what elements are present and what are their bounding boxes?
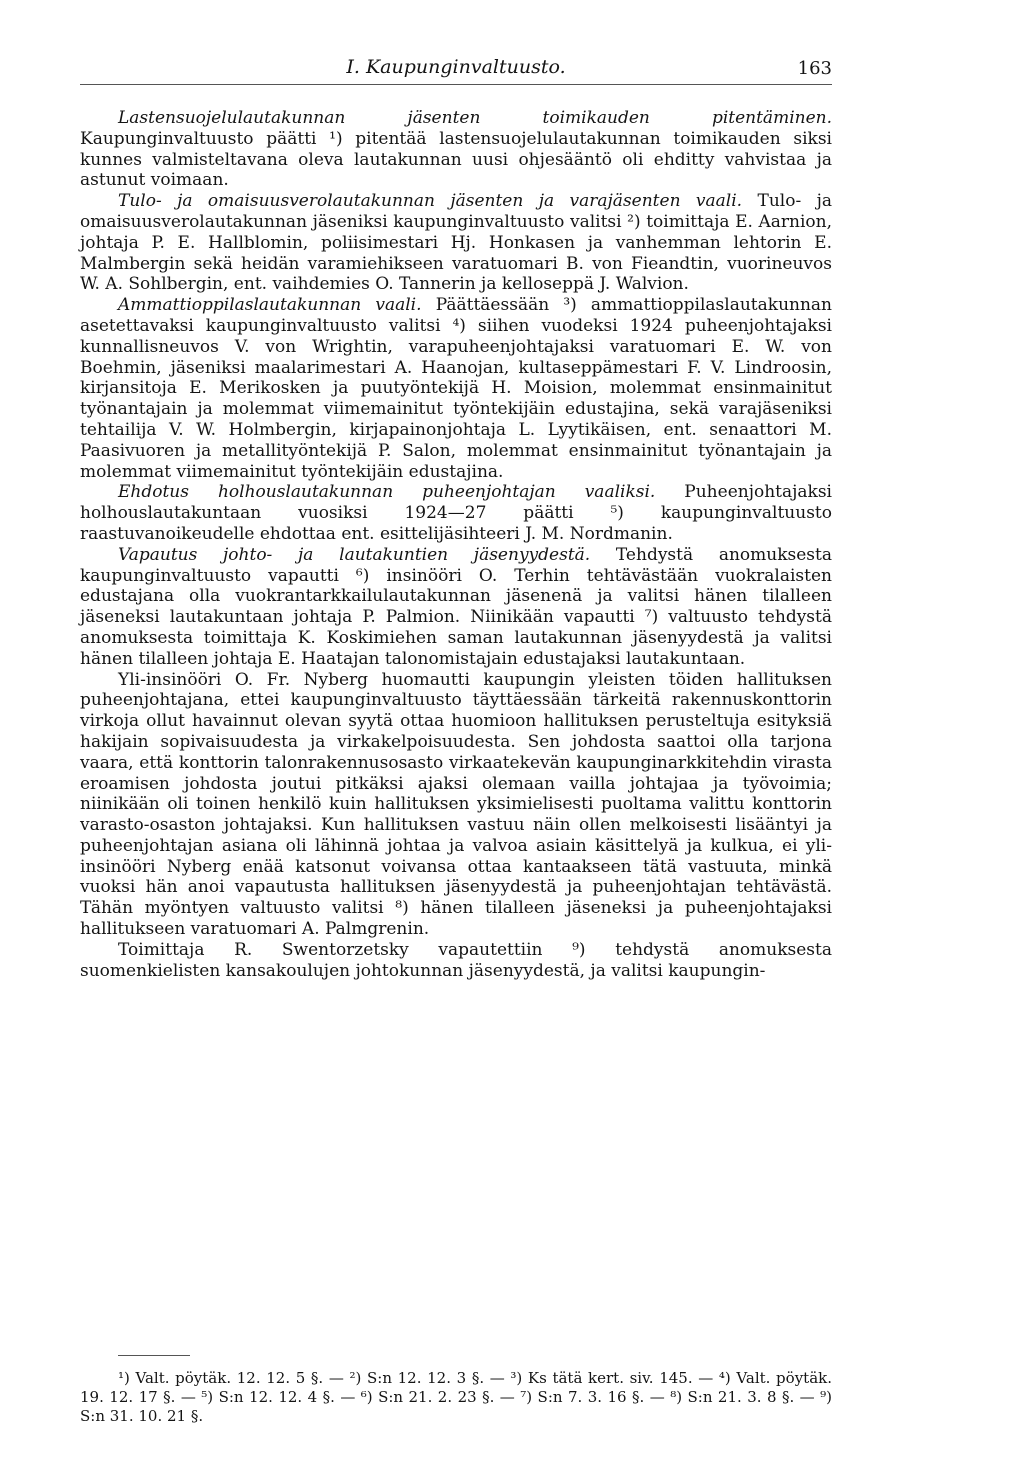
section-heading: Tulo- ja omaisuusverolautakunnan jäsenten ja varajäsenten vaali.	[118, 191, 743, 212]
paragraph-text: Kaupunginvaltuusto päätti ¹) pitentää lastensuojelulautakunnan toimikauden siksi kunnes valmisteltavana oleva lautakunnan uusi ohjesääntö oli ehditty vahvistaa ja astunut voimaan.	[80, 128, 832, 191]
paragraph-guardianship-board-proposal	[80, 482, 832, 544]
section-heading: Ammattioppilaslautakunnan vaali.	[118, 295, 422, 316]
paragraph-text: Tehdystä anomuksesta kaupunginvaltuusto vapautti ⁶) insinööri O. Terhin tehtävästään vuokralaisten edustajana olla vuokrantarkkailulautakunnan jäsenenä ja valitsi hänen tilalleen jäseneksi lautakuntaan johtaja P. Palmion. Niinikään vapautti ⁷) valtuusto tehdystä anomuksesta toimittaja K. Koskimiehen saman lautakunnan jäsenyydestä ja valitsi hänen tilalleen johtaja E. Haatajan talonomistajain edustajaksi lautakuntaan.	[80, 544, 832, 669]
paragraph-text: Päättäessään ³) ammattioppilaslautakunnan asetettavaksi kaupunginvaltuusto valitsi ⁴) siihen vuodeksi 1924 puheenjohtajaksi kunnallisneuvos V. von Wrightin, varapuheenjohtajaksi varatuomari E. W. von Boehmin, jäseniksi maalarimestari A. Haanojan, kultaseppämestari F. V. Lindroosin, kirjansitoja E. Merikosken ja puutyöntekijä H. Moision, molemmat ensinmainitut työnantajain ja molemmat viimemainitut työntekijäin edustajina, sekä varajäseniksi tehtailija V. W. Holmbergin, kirjapainonjohtaja L. Lyytikäisen, ent. senaattori M. Paasivuoren ja metallityöntekijä P. Salon, molemmat ensinmainitut työnantajain ja molemmat viimemainitut työntekijäin edustajina.	[80, 295, 832, 482]
paragraph-text: Tulo- ja omaisuusverolautakunnan jäseniksi kaupunginvaltuusto valitsi ²) toimittaja E. Aarnion, johtaja P. E. Hallblomin, poliisimestari Hj. Honkasen ja vanhemman lehtorin E. Malmbergin sekä heidän varamiehikseen varatuomari B. von Fieandtin, vuorineuvos W. A. Sohlbergin, ent. vaihdemies O. Tannerin ja kelloseppä J. Walvion.	[80, 191, 832, 295]
section-heading: Lastensuojelulautakunnan jäsenten toimikauden pitentäminen.	[118, 108, 832, 128]
paragraph-swentorzetsky-release	[80, 940, 832, 982]
running-title: I. Kaupunginvaltuusto.	[346, 56, 566, 78]
paragraph-apprentice-board-election	[80, 295, 832, 482]
paragraph-release-from-boards	[80, 545, 832, 670]
footnote-text: ¹) Valt. pöytäk. 12. 12. 5 §. — ²) S:n 12. 12. 3 §. — ³) Ks tätä kert. siv. 145. — ⁴) Valt. pöytäk. 19. 12. 17 §. — ⁵) S:n 12. 12. 4 §. — ⁶) S:n 21. 2. 23 §. — ⁷) S:n 7. 3. 16 §. — ⁸) S:n 21. 3. 8 §. — ⁹) S:n 31. 10. 21 §.	[80, 1369, 832, 1425]
paragraph-child-welfare-board	[80, 108, 832, 191]
header-rule	[80, 84, 832, 85]
section-heading: Vapautus johto- ja lautakuntien jäsenyydestä.	[118, 544, 591, 565]
page-number: 163	[797, 58, 832, 79]
paragraph-text: Yli-insinööri O. Fr. Nyberg huomautti kaupungin yleisten töiden hallituksen puheenjohtajana, ettei kaupunginvaltuusto täyttäessään tärkeitä rakennuskonttorin virkoja ollut havainnut olevan syytä ottaa huomioon hallituksen perusteltuja esityksiä hakijain sopivaisuudesta ja virkakelpoisuudesta. Sen johdosta saattoi olla tarjona vaara, että konttorin talonrakennusosasto virkaatekevän kaupunginarkkitehdin virasta eroamisen johdosta joutui pitkäksi ajaksi olemaan vailla johtajaa ja työvoimia; niinikään oli toinen henkilö kuin hallituksen yksimielisesti puoltama valittu konttorin varasto-osaston johtajaksi. Kun hallituksen vastuu näin ollen melkoisesti lisääntyi ja puheenjohtajan asiana oli lähinnä johtaa ja valvoa asiain käsittelyä ja kulkua, ei yli-insinööri Nyberg enää katsonut voivansa ottaa kantaakseen tätä vastuuta, minkä vuoksi hän anoi vapautusta hallituksen jäsenyydestä ja puheenjohtajan tehtävästä. Tähän myöntyen valtuusto valitsi ⁸) hänen tilalleen jäseneksi ja puheenjohtajaksi hallitukseen varatuomari A. Palmgrenin.	[80, 669, 832, 940]
section-heading: Ehdotus holhouslautakunnan puheenjohtajan vaaliksi.	[118, 482, 656, 503]
footnote-rule	[118, 1355, 190, 1356]
footnotes	[80, 1369, 832, 1426]
paragraph-text: Toimittaja R. Swentorzetsky vapautettiin ⁹) tehdystä anomuksesta suomenkielisten kansakoulujen johtokunnan jäsenyydestä, ja valitsi kaupungin-	[80, 939, 832, 981]
paragraph-text: Puheenjohtajaksi holhouslautakuntaan vuosiksi 1924—27 päätti ⁵) kaupunginvaltuusto raastuvanoikeudelle ehdottaa ent. esittelijäsihteeri J. M. Nordmanin.	[80, 482, 832, 544]
page-header	[80, 56, 832, 84]
paragraph-tax-board-election	[80, 191, 832, 295]
paragraph-nyberg-resignation	[80, 670, 832, 940]
body-text	[80, 108, 832, 981]
